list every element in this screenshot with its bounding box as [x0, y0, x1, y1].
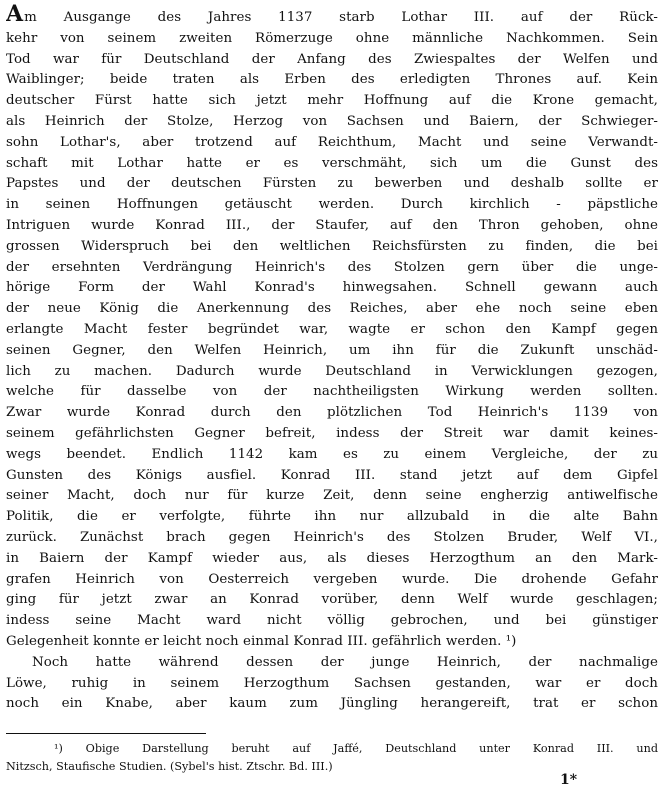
line-rest: m Ausgange des Jahres 1137 starb Lothar III. auf der Rück-: [24, 10, 658, 25]
text-line: indess seine Macht ward nicht völlig gebrochen, und bei günstiger: [6, 613, 658, 629]
text-line: wegs beendet. Endlich 1142 kam es zu einem Vergleiche, der zu: [6, 446, 658, 462]
main-text: [6, 4, 658, 715]
text-line: Gunsten des Königs ausfiel. Konrad III. stand jetzt auf dem Gipfel: [6, 467, 658, 483]
text-line: Tod war für Deutschland der Anfang des Zwiespaltes der Welfen und: [6, 51, 658, 67]
text-line: noch ein Knabe, aber kaum zum Jüngling herangereift, trat er schon: [6, 696, 658, 712]
text-line: Politik, die er verfolgte, führte ihn nur allzubald in die alte Bahn: [6, 509, 658, 525]
footnote-line: Nitzsch, Staufische Studien. (Sybel's hist. Ztschr. Bd. III.): [6, 759, 333, 773]
text-line: sohn Lothar's, aber trotzend auf Reichthum, Macht und seine Verwandt-: [6, 134, 658, 150]
text-line: Löwe, ruhig in seinem Herzogthum Sachsen gestanden, war er doch: [6, 675, 658, 691]
text-line: in Baiern der Kampf wieder aus, als dieses Herzogthum an den Mark-: [6, 550, 658, 566]
text-line: Papstes und der deutschen Fürsten zu bewerben und deshalb sollte er: [6, 176, 658, 192]
text-line: lich zu machen. Dadurch wurde Deutschland in Verwicklungen gezogen,: [6, 363, 658, 379]
text-line: Noch hatte während dessen der junge Heinrich, der nachmalige: [32, 654, 658, 670]
footnote-line: ¹) Obige Darstellung beruht auf Jaffé, Deutschland unter Konrad III. und: [54, 742, 658, 755]
text-line: grafen Heinrich von Oesterreich vergeben wurde. Die drohende Gefahr: [6, 571, 658, 587]
paragraph-1: [6, 4, 658, 653]
initial-letter: A: [6, 4, 24, 27]
text-line: seiner Macht, doch nur für kurze Zeit, denn seine engherzig antiwelfische: [6, 488, 658, 504]
text-line: der neue König die Anerkennung des Reiches, aber ehe noch seine eben: [6, 301, 658, 317]
text-line: grossen Widerspruch bei den weltlichen Reichsfürsten zu finden, die bei: [6, 238, 658, 254]
text-line: [6, 4, 658, 29]
text-line: seinem gefährlichsten Gegner befreit, indess der Streit war damit keines-: [6, 425, 658, 441]
text-line: hörige Form der Wahl Konrad's hinwegsahen. Schnell gewann auch: [6, 280, 658, 296]
footnote: [6, 740, 658, 775]
text-line: ging für jetzt zwar an Konrad vorüber, denn Welf wurde geschlagen;: [6, 592, 658, 608]
text-line: erlangte Macht fester begründet war, wagte er schon den Kampf gegen: [6, 321, 658, 337]
text-line: Intriguen wurde Konrad III., der Staufer, auf den Thron gehoben, ohne: [6, 217, 658, 233]
text-line: kehr von seinem zweiten Römerzuge ohne männliche Nachkommen. Sein: [6, 30, 658, 46]
text-line: Zwar wurde Konrad durch den plötzlichen Tod Heinrich's 1139 von: [6, 405, 658, 421]
text-line: deutscher Fürst hatte sich jetzt mehr Hoffnung auf die Krone gemacht,: [6, 93, 658, 109]
text-line: der ersehnten Verdrängung Heinrich's des Stolzen gern über die unge-: [6, 259, 658, 275]
text-line: als Heinrich der Stolze, Herzog von Sachsen und Baiern, der Schwieger-: [6, 113, 658, 129]
text-line: seinen Gegner, den Welfen Heinrich, um ihn für die Zukunft unschäd-: [6, 342, 658, 358]
paragraph-2: [6, 653, 658, 715]
text-line: schaft mit Lothar hatte er es verschmäht, sich um die Gunst des: [6, 155, 658, 171]
text-line: zurück. Zunächst brach gegen Heinrich's des Stolzen Bruder, Welf VI.,: [6, 529, 658, 545]
signature-mark: 1*: [560, 772, 578, 788]
text-line: welche für dasselbe von der nachtheiligsten Wirkung werden sollten.: [6, 384, 658, 400]
footnote-rule: [6, 733, 206, 734]
text-line: in seinen Hoffnungen getäuscht werden. Durch kirchlich - päpstliche: [6, 197, 658, 213]
text-line: Gelegenheit konnte er leicht noch einmal Konrad III. gefährlich werden. ¹): [6, 633, 517, 649]
text-line: Waiblinger; beide traten als Erben des erledigten Thrones auf. Kein: [6, 72, 658, 88]
